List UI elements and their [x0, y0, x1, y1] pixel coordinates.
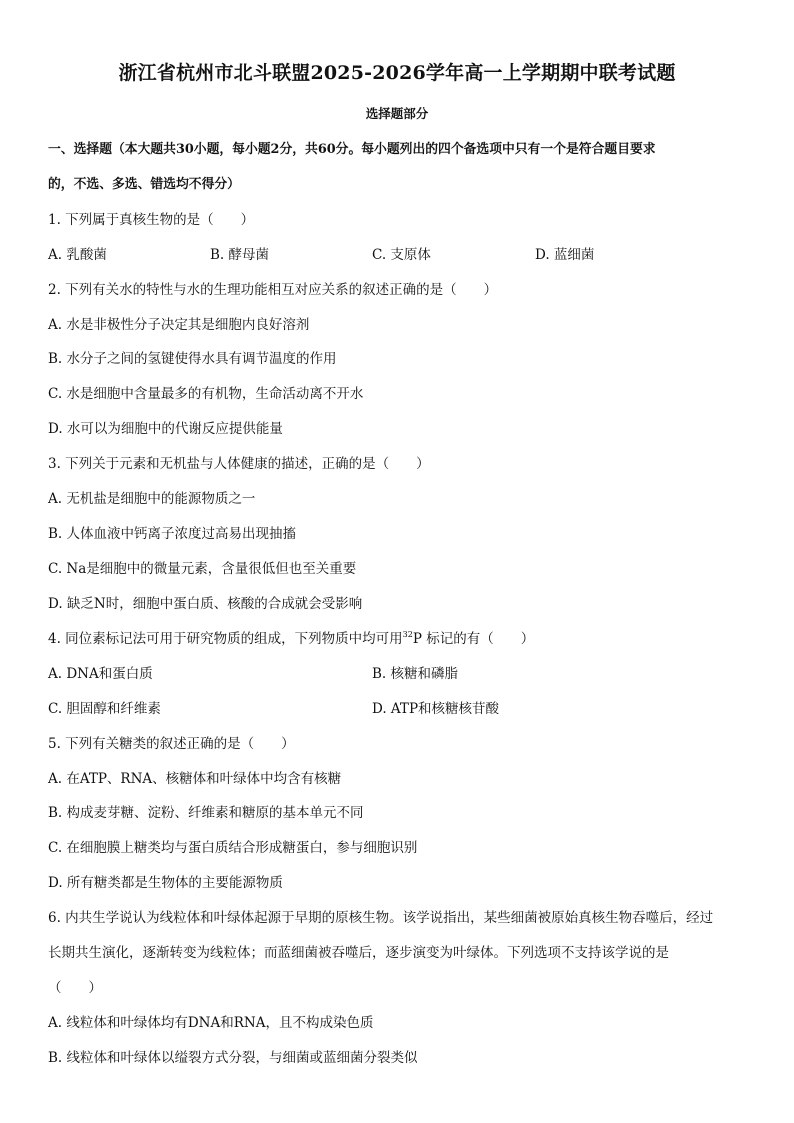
question-5-option-a: A. 在ATP、RNA、核糖体和叶绿体中均含有核糖 — [48, 771, 342, 787]
question-6-stem-line-1: 6. 内共生学说认为线粒体和叶绿体起源于早期的原核生物。该学说指出，某些细菌被原始真核生物吞噬后，经过 — [48, 910, 714, 926]
question-3-option-d: D. 缺乏N时，细胞中蛋白质、核酸的合成就会受影响 — [48, 596, 363, 612]
question-3-option-c: C. Na是细胞中的微量元素，含量很低但也至关重要 — [48, 561, 357, 577]
question-5-option-c: C. 在细胞膜上糖类均与蛋白质结合形成糖蛋白，参与细胞识别 — [48, 840, 418, 856]
question-1-option-c: C. 支原体 — [372, 247, 431, 263]
page-title: 浙江省杭州市北斗联盟2025-2026学年高一上学期期中联考试题 — [118, 62, 676, 84]
question-6-stem-line-2: 长期共生演化，逐渐转变为线粒体；而蓝细菌被吞噬后，逐步演变为叶绿体。下列选项不支持该学说的是 — [48, 945, 669, 961]
question-5-option-b: B. 构成麦芽糖、淀粉、纤维素和糖原的基本单元不同 — [48, 805, 364, 821]
question-4-option-c: C. 胆固醇和纤维素 — [48, 701, 161, 717]
question-4-option-a: A. DNA和蛋白质 — [48, 666, 153, 682]
isotope-mass-number: 32 — [402, 630, 413, 639]
question-1-option-b: B. 酵母菌 — [210, 247, 270, 263]
question-1-option-a: A. 乳酸菌 — [48, 247, 107, 263]
question-4-option-d: D. ATP和核糖核苷酸 — [372, 701, 500, 717]
section-instructions-line-2: 的，不选、多选、错选均不得分） — [48, 177, 240, 192]
question-1-option-d: D. 蓝细菌 — [535, 247, 595, 263]
question-2-option-a: A. 水是非极性分子决定其是细胞内良好溶剂 — [48, 317, 310, 333]
question-6-option-b: B. 线粒体和叶绿体以缢裂方式分裂，与细菌或蓝细菌分裂类似 — [48, 1050, 418, 1066]
question-5-stem: 5. 下列有关糖类的叙述正确的是（ ） — [48, 736, 295, 752]
question-4-stem — [48, 627, 534, 647]
question-5-option-d: D. 所有糖类都是生物体的主要能源物质 — [48, 875, 283, 891]
question-2-option-c: C. 水是细胞中含量最多的有机物，生命活动离不开水 — [48, 386, 364, 402]
question-2-option-d: D. 水可以为细胞中的代谢反应提供能量 — [48, 421, 283, 437]
question-3-option-a: A. 无机盐是细胞中的能源物质之一 — [48, 491, 256, 507]
section-instructions-line-1: 一、选择题（本大题共30小题，每小题2分，共60分。每小题列出的四个备选项中只有一个是符合题目要求 — [48, 142, 656, 157]
question-1-stem: 1. 下列属于真核生物的是（ ） — [48, 212, 255, 228]
question-4-stem-end: P 标记的有（ ） — [412, 631, 535, 647]
question-4-option-b: B. 核糖和磷脂 — [372, 666, 459, 682]
question-2-stem: 2. 下列有关水的特性与水的生理功能相互对应关系的叙述正确的是（ ） — [48, 282, 498, 298]
question-4-stem-start: 4. 同位素标记法可用于研究物质的组成，下列物质中均可用 — [48, 631, 403, 647]
question-6-stem-line-3: （ ） — [48, 980, 102, 996]
question-2-option-b: B. 水分子之间的氢键使得水具有调节温度的作用 — [48, 351, 337, 367]
question-3-stem: 3. 下列关于元素和无机盐与人体健康的描述，正确的是（ ） — [48, 456, 430, 472]
question-6-option-a: A. 线粒体和叶绿体均有DNA和RNA，且不构成染色质 — [48, 1015, 374, 1031]
section-subtitle: 选择题部分 — [365, 106, 429, 121]
question-3-option-b: B. 人体血液中钙离子浓度过高易出现抽搐 — [48, 526, 297, 542]
